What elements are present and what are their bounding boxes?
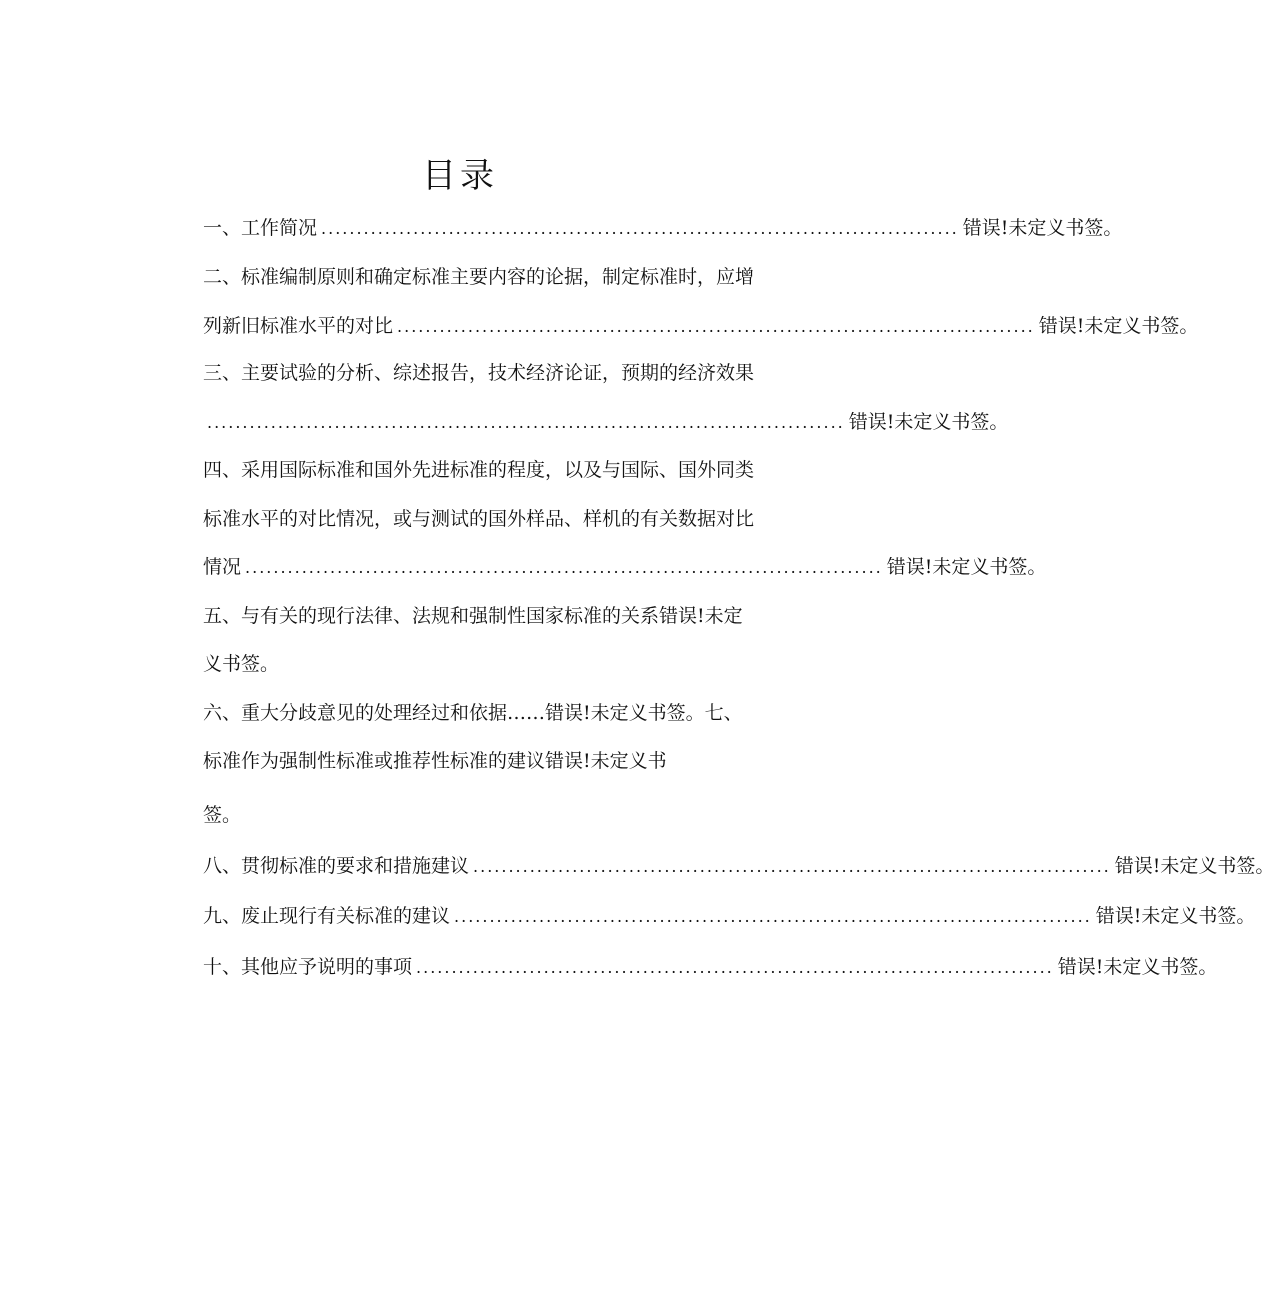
toc-entry-4[interactable] xyxy=(203,552,1047,582)
toc-entry-2-line1[interactable]: 二、标准编制原则和确定标准主要内容的论据，制定标准时，应增 xyxy=(203,266,755,288)
toc-page-ref: 错误!未定义书签。 xyxy=(1095,905,1256,927)
toc-entry-10[interactable] xyxy=(203,952,1218,982)
toc-page-ref: 错误!未定义书签。 xyxy=(848,411,1009,433)
toc-entry-3-line1[interactable]: 三、主要试验的分析、综述报告，技术经济论证，预期的经济效果 xyxy=(203,362,755,384)
toc-entry-3[interactable] xyxy=(203,407,1009,437)
toc-entry-8[interactable] xyxy=(203,851,1274,881)
toc-page-ref: 错误!未定义书签。 xyxy=(962,217,1123,239)
dot-leader: .......................................................................................... xyxy=(207,413,845,432)
toc-entry-label: 八、贯彻标准的要求和措施建议 xyxy=(203,855,470,877)
toc-page-ref: 错误!未定义书签。 xyxy=(1057,956,1218,978)
toc-entry-5-line1[interactable]: 五、与有关的现行法律、法规和强制性国家标准的关系错误!未定 xyxy=(203,605,743,627)
toc-entry-6-line1[interactable]: 六、重大分歧意见的处理经过和依据……错误!未定义书签。七、 xyxy=(203,702,743,724)
toc-entry-2[interactable] xyxy=(203,311,1199,341)
toc-entry-label: 情况 xyxy=(203,556,242,578)
dot-leader: .......................................................................................... xyxy=(245,558,883,577)
dot-leader: .......................................................................................... xyxy=(473,857,1111,876)
dot-leader: .......................................................................................... xyxy=(416,958,1054,977)
toc-entry-label: 十、其他应予说明的事项 xyxy=(203,956,413,978)
toc-entry-4-line1[interactable]: 四、采用国际标准和国外先进标准的程度，以及与国际、国外同类 xyxy=(203,459,755,481)
dot-leader: .......................................................................................... xyxy=(321,219,959,238)
toc-entry-4-line2[interactable]: 标准水平的对比情况，或与测试的国外样品、样机的有关数据对比 xyxy=(203,508,755,530)
toc-title: 目录 xyxy=(422,156,498,196)
toc-entry-label: 列新旧标准水平的对比 xyxy=(203,315,394,337)
dot-leader: .......................................................................................... xyxy=(454,907,1092,926)
toc-page-ref: 错误!未定义书签。 xyxy=(1038,315,1199,337)
toc-entry-5-line2[interactable]: 义书签。 xyxy=(203,653,280,675)
toc-entry-9[interactable] xyxy=(203,901,1256,931)
toc-entry-label: 九、废止现行有关标准的建议 xyxy=(203,905,451,927)
toc-entry-6-line3[interactable]: 签。 xyxy=(203,804,242,826)
dot-leader: .......................................................................................... xyxy=(397,317,1035,336)
toc-page-ref: 错误!未定义书签。 xyxy=(1114,855,1274,877)
toc-page-ref: 错误!未定义书签。 xyxy=(886,556,1047,578)
toc-entry-6-line2[interactable]: 标准作为强制性标准或推荐性标准的建议错误!未定义书 xyxy=(203,750,667,772)
toc-entry-1[interactable] xyxy=(203,213,1123,243)
toc-entry-label: 一、工作简况 xyxy=(203,217,318,239)
